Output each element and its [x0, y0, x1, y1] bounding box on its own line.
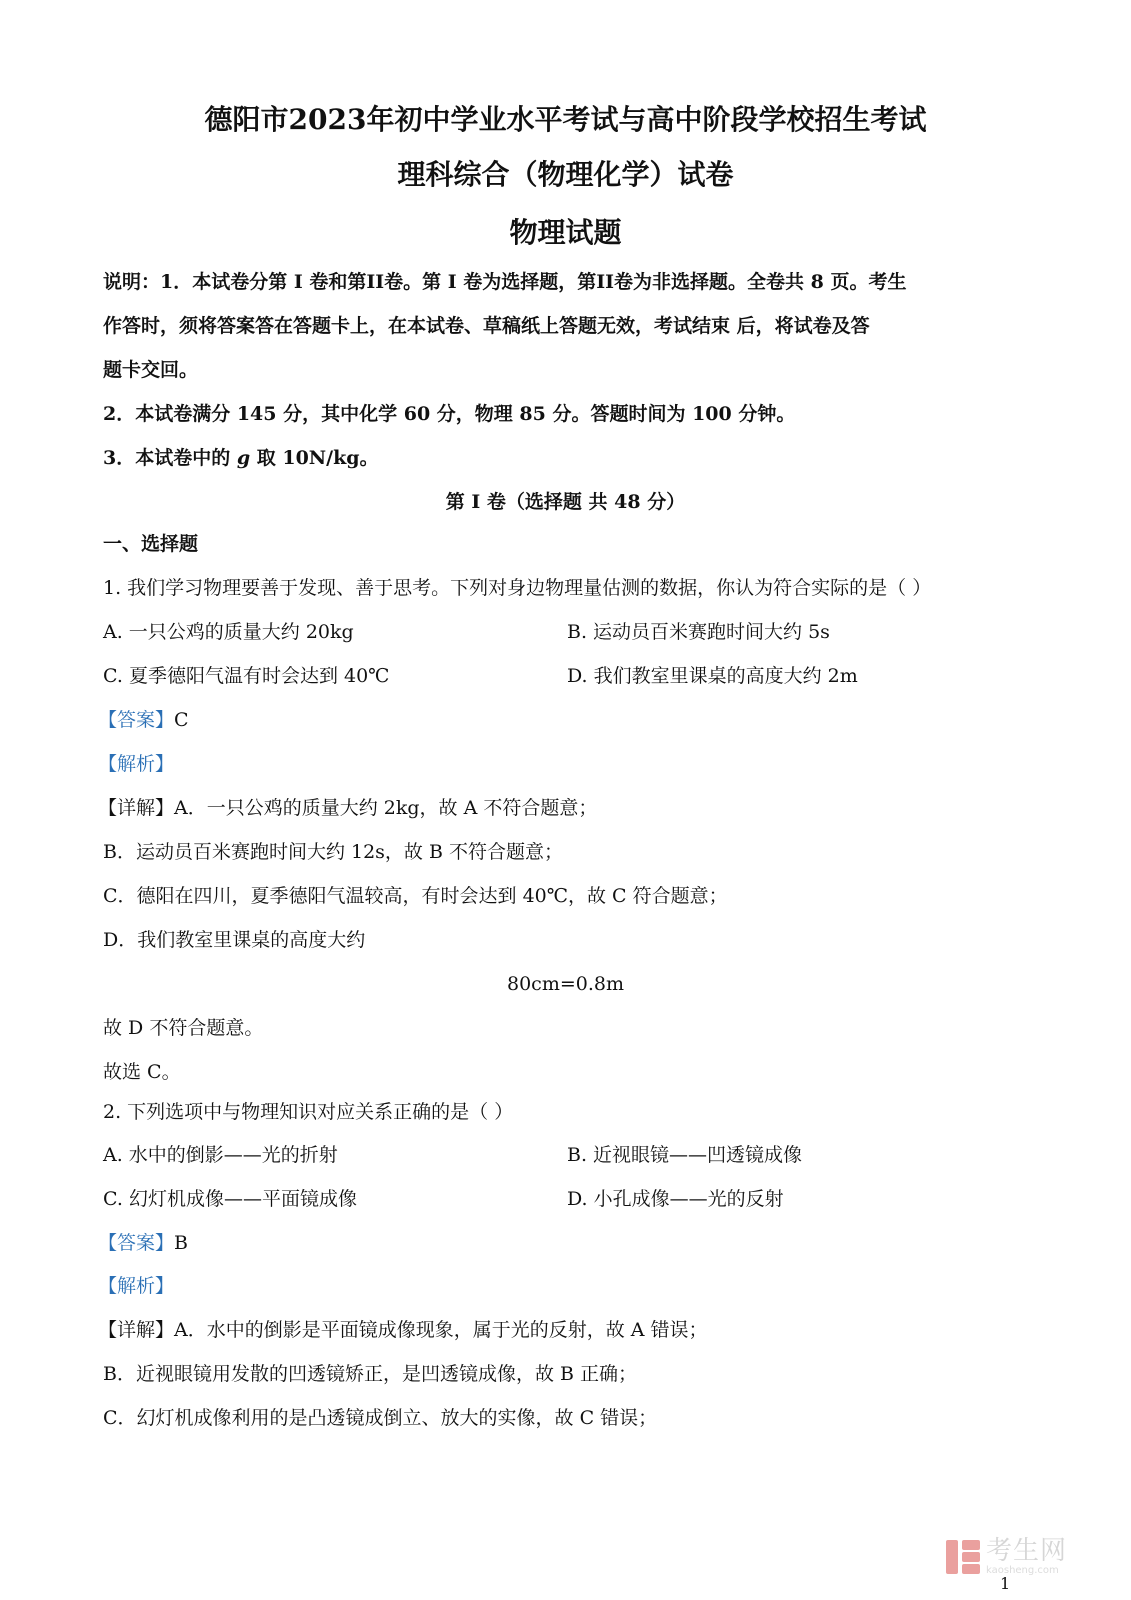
instruction-item-3 — [103, 446, 379, 470]
question-stem: 1. 我们学习物理要善于发现、善于思考。下列对身边物理量估测的数据，你认为符合实际的是（ ） — [103, 577, 932, 599]
detail-line-2: B．近视眼镜用发散的凹透镜矫正，是凹透镜成像，故 B 正确； — [103, 1363, 638, 1385]
watermark — [946, 1536, 1096, 1578]
detail-line-5: 故 D 不符合题意。 — [103, 1017, 264, 1039]
option-b: B. 运动员百米赛跑时间大约 5s — [567, 621, 830, 643]
watermark-en: kaosheng.com — [986, 1565, 1059, 1576]
answer — [98, 708, 189, 732]
watermark-text — [986, 1538, 1067, 1576]
conclusion: 故选 C。 — [103, 1061, 181, 1083]
page-title-subject: 物理试题 — [509, 216, 622, 249]
answer — [98, 1231, 188, 1255]
instruction-line-2: 作答时，须将答案答在答题卡上，在本试卷、草稿纸上答题无效，考试结束 后，将试卷及答 — [103, 315, 870, 337]
instruction-line-3: 题卡交回。 — [103, 359, 199, 381]
option-a: A. 一只公鸡的质量大约 20kg — [103, 621, 354, 643]
instruction-item-3-suffix: 取 10N/kg。 — [250, 447, 379, 469]
option-b: B. 近视眼镜——凹透镜成像 — [567, 1144, 803, 1166]
detail-line-3: C．幻灯机成像利用的是凸透镜成倒立、放大的实像，故 C 错误； — [103, 1407, 658, 1429]
instruction-item-3-prefix: 3．本试卷中的 — [103, 447, 237, 469]
option-a: A. 水中的倒影——光的折射 — [103, 1144, 338, 1166]
analysis-label: 【解析】 — [98, 1275, 175, 1297]
option-c: C. 夏季德阳气温有时会达到 40℃ — [103, 665, 390, 687]
analysis-label: 【解析】 — [98, 753, 175, 775]
part-title: 一、选择题 — [103, 533, 199, 555]
question-stem: 2. 下列选项中与物理知识对应关系正确的是（ ） — [103, 1101, 514, 1123]
option-c: C. 幻灯机成像——平面镜成像 — [103, 1188, 357, 1210]
answer-value: C — [174, 709, 189, 731]
option-d: D. 小孔成像——光的反射 — [567, 1188, 784, 1210]
watermark-cn: 考生网 — [986, 1536, 1068, 1566]
gravity-symbol: g — [236, 447, 251, 469]
detail-line-3: C．德阳在四川，夏季德阳气温较高，有时会达到 40℃，故 C 符合题意； — [103, 885, 728, 907]
page-title-sub: 理科综合（物理化学）试卷 — [397, 158, 734, 191]
page-number: 1 — [1000, 1574, 1011, 1593]
volume-title: 第 I 卷（选择题 共 48 分） — [445, 491, 686, 513]
detail-line-4: D．我们教室里课桌的高度大约 — [103, 929, 366, 951]
detail-line-2: B．运动员百米赛跑时间大约 12s，故 B 不符合题意； — [103, 841, 563, 863]
option-d: D. 我们教室里课桌的高度大约 2m — [567, 665, 858, 687]
formula: 80cm=0.8m — [507, 973, 624, 995]
instruction-item-2: 2．本试卷满分 145 分，其中化学 60 分，物理 85 分。答题时间为 100 分钟。 — [103, 403, 796, 425]
instruction-line-1: 说明：1．本试卷分第 I 卷和第II卷。第 I 卷为选择题，第II卷为非选择题。全卷共 8 页。考生 — [103, 271, 907, 293]
detail-line-1: 【详解】A．水中的倒影是平面镜成像现象，属于光的反射，故 A 错误； — [98, 1319, 708, 1341]
answer-label: 【答案】 — [98, 1232, 175, 1254]
answer-label: 【答案】 — [98, 709, 175, 731]
detail-line-1: 【详解】A．一只公鸡的质量大约 2kg，故 A 不符合题意； — [98, 797, 598, 819]
answer-value: B — [174, 1232, 188, 1254]
page-title-main: 德阳市2023年初中学业水平考试与高中阶段学校招生考试 — [204, 103, 927, 136]
watermark-logo-icon — [946, 1540, 980, 1574]
